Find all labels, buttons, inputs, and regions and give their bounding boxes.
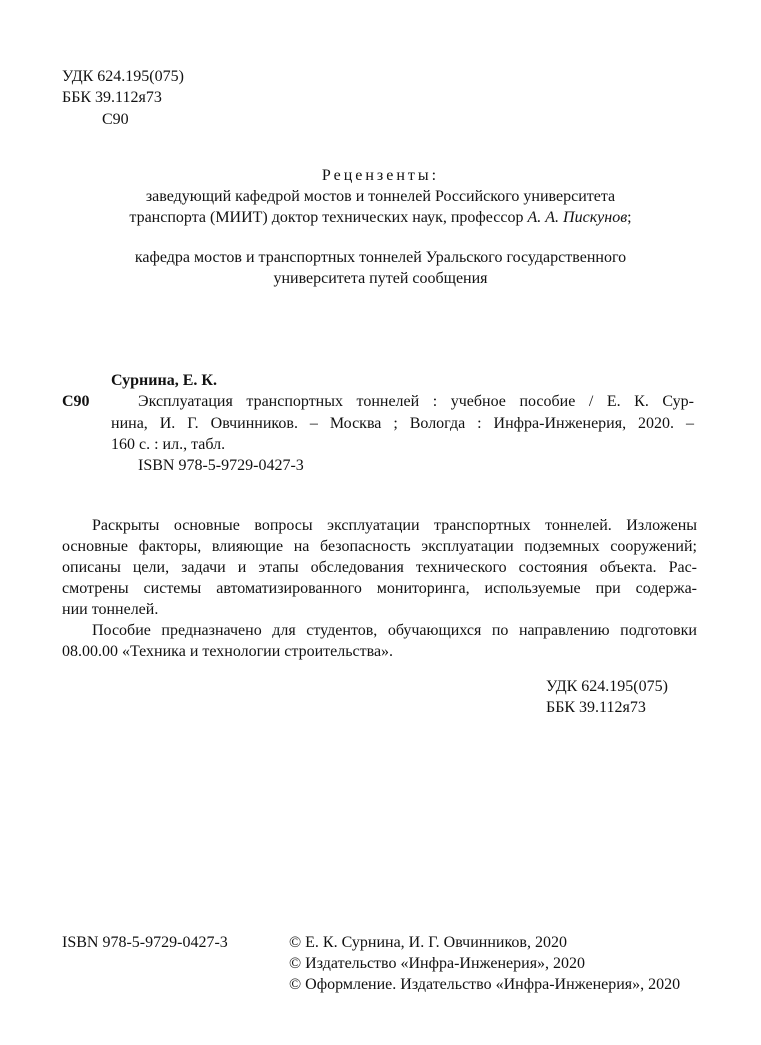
reviewer-1-end: ; [627, 209, 632, 226]
catalog-isbn: ISBN 978-5-9729-0427-3 [138, 457, 304, 474]
copyright-design: © Оформление. Издательство «Инфра-Инженерия», 2020 [289, 976, 681, 993]
abstract-line-7: 08.00.00 «Техника и технологии строительства». [62, 643, 394, 660]
catalog-author: Сурнина, Е. К. [111, 372, 217, 389]
reviewer-2-line-1: кафедра мостов и транспортных тоннелей Уральского государственного [134, 249, 627, 266]
reviewer-1-line-2 [0, 207, 761, 228]
catalog-line-1: Эксплуатация транспортных тоннелей : учебное пособие / Е. К. Сур- [138, 393, 694, 410]
footer-isbn: ISBN 978-5-9729-0427-3 [62, 934, 228, 951]
catalog-line-2: нина, И. Г. Овчинников. – Москва ; Вологда : Инфра-Инженерия, 2020. – [111, 415, 694, 432]
abstract-line-3: описаны цели, задачи и этапы обследования технического состояния объекта. Рас- [62, 559, 697, 576]
abstract-line-4: смотрены системы автоматизированного мониторинга, используемые при содержа- [62, 580, 697, 597]
bbk-code-bottom: ББК 39.112я73 [546, 699, 646, 716]
udk-code-bottom: УДК 624.195(075) [546, 678, 668, 695]
reviewer-1-text: транспорта (МИИТ) доктор технических наук, профессор [129, 209, 528, 226]
author-mark: С90 [102, 111, 129, 128]
copyright-publisher: © Издательство «Инфра-Инженерия», 2020 [289, 955, 586, 972]
reviewer-1-name: А. А. Пискунов [527, 209, 628, 226]
udk-code: УДК 624.195(075) [62, 68, 184, 85]
reviewers-heading: Рецензенты: [321, 167, 440, 184]
abstract-line-5: нии тоннелей. [62, 601, 159, 618]
reviewer-1-line-1: заведующий кафедрой мостов и тоннелей Российского университета [145, 188, 616, 205]
copyright-authors: © Е. К. Сурнина, И. Г. Овчинников, 2020 [289, 934, 567, 951]
catalog-line-3: 160 с. : ил., табл. [111, 436, 226, 453]
reviewer-2-line-2: университета путей сообщения [273, 270, 488, 287]
abstract-line-6: Пособие предназначено для студентов, обучающихся по направлению подготовки [92, 622, 697, 639]
abstract-line-1: Раскрыты основные вопросы эксплуатации транспортных тоннелей. Изложены [92, 517, 697, 534]
bbk-code: ББК 39.112я73 [62, 89, 162, 106]
catalog-mark: С90 [62, 393, 90, 410]
abstract-line-2: основные факторы, влияющие на безопасность эксплуатации подземных сооружений; [62, 538, 697, 555]
